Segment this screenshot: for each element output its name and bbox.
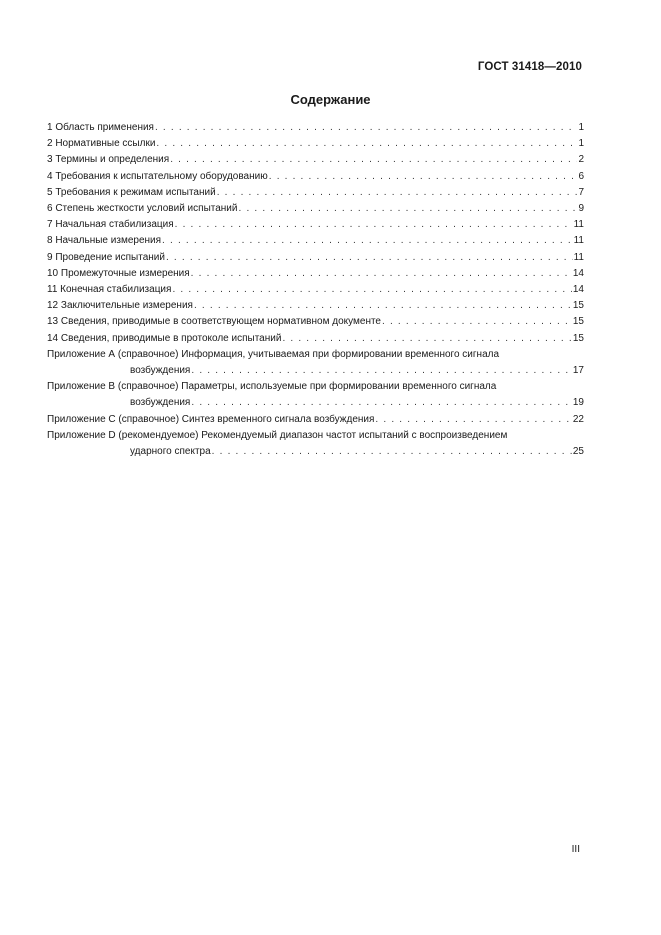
appendix-title-cont: возбуждения xyxy=(130,365,191,377)
toc-entry-title: 6 Степень жесткости условий испытаний xyxy=(47,203,238,215)
toc-entry[interactable] xyxy=(47,233,584,249)
leader-dots xyxy=(191,395,572,411)
toc-entry-page: 11 xyxy=(573,219,584,231)
appendix-continuation xyxy=(47,444,584,460)
leader-dots xyxy=(155,120,577,136)
page-title: Содержание xyxy=(290,92,371,107)
page-number: III xyxy=(571,844,580,855)
toc-entry-title: 14 Сведения, приводимые в протоколе испытаний xyxy=(47,332,282,344)
toc-entry-title: 10 Промежуточные измерения xyxy=(47,267,190,279)
appendix-single-line xyxy=(47,412,584,428)
toc-entry[interactable] xyxy=(47,314,584,330)
toc-entry[interactable] xyxy=(47,282,584,298)
appendix-page: 17 xyxy=(572,365,584,377)
leader-dots xyxy=(212,444,572,460)
leader-dots xyxy=(194,298,572,314)
toc-entry[interactable] xyxy=(47,120,584,136)
toc-entry-page: 15 xyxy=(572,332,584,344)
toc-entry-title: 11 Конечная стабилизация xyxy=(47,284,172,296)
toc-entry[interactable] xyxy=(47,298,584,314)
toc-entry[interactable] xyxy=(47,185,584,201)
toc-entry[interactable] xyxy=(47,169,584,185)
toc-entry-page: 6 xyxy=(578,170,584,182)
table-of-contents xyxy=(47,120,584,460)
toc-entry-page: 9 xyxy=(578,203,584,215)
leader-dots xyxy=(170,152,577,168)
toc-entry[interactable] xyxy=(47,331,584,347)
appendix-entry[interactable] xyxy=(47,428,584,460)
leader-dots xyxy=(191,363,572,379)
document-code: ГОСТ 31418—2010 xyxy=(477,61,582,73)
leader-dots xyxy=(156,136,577,152)
appendix-title: Приложение В (справочное) Параметры, используемые при формировании временного сигнала xyxy=(47,381,497,393)
appendix-title: Приложение D (рекомендуемое) Рекомендуемый диапазон частот испытаний с воспроизведением xyxy=(47,429,508,441)
appendix-page: 19 xyxy=(572,397,584,409)
toc-entry[interactable] xyxy=(47,152,584,168)
toc-entry-title: 3 Термины и определения xyxy=(47,154,170,166)
toc-entry-page: 2 xyxy=(578,154,584,166)
leader-dots xyxy=(375,412,571,428)
leader-dots xyxy=(217,185,578,201)
toc-entry-title: 2 Нормативные ссылки xyxy=(47,138,156,150)
toc-entry-title: 9 Проведение испытаний xyxy=(47,251,165,263)
appendix-entry[interactable] xyxy=(47,412,584,428)
leader-dots xyxy=(238,201,577,217)
appendix-title: Приложение С (справочное) Синтез временного сигнала возбуждения xyxy=(47,413,375,425)
appendix-title-cont: ударного спектра xyxy=(130,446,211,458)
appendix-continuation xyxy=(47,395,584,411)
toc-entry[interactable] xyxy=(47,136,584,152)
leader-dots xyxy=(191,266,572,282)
appendix-title-cont: возбуждения xyxy=(130,397,191,409)
appendix-title: Приложение А (справочное) Информация, учитываемая при формировании временного сигнала xyxy=(47,348,500,360)
appendix-entry[interactable] xyxy=(47,347,584,379)
toc-entry-page: 14 xyxy=(572,284,584,296)
toc-entry[interactable] xyxy=(47,250,584,266)
toc-entry-title: 7 Начальная стабилизация xyxy=(47,219,174,231)
appendix-page: 22 xyxy=(572,413,584,425)
toc-entry-title: 12 Заключительные измерения xyxy=(47,300,193,312)
toc-entry[interactable] xyxy=(47,266,584,282)
leader-dots xyxy=(175,217,573,233)
leader-dots xyxy=(172,282,571,298)
leader-dots xyxy=(269,169,578,185)
toc-entry-page: 15 xyxy=(572,300,584,312)
leader-dots xyxy=(382,314,572,330)
toc-entry-title: 1 Область применения xyxy=(47,122,154,133)
toc-entry-title: 5 Требования к режимам испытаний xyxy=(47,186,216,198)
leader-dots xyxy=(282,331,571,347)
toc-entry-title: 8 Начальные измерения xyxy=(47,235,162,247)
toc-entry-page: 11 xyxy=(573,235,584,247)
toc-entry-title: 4 Требования к испытательному оборудованию xyxy=(47,170,268,182)
toc-entry-page: 1 xyxy=(578,122,584,133)
toc-entry-page: 1 xyxy=(578,138,584,150)
appendix-entry[interactable] xyxy=(47,379,584,411)
toc-entry-page: 15 xyxy=(572,316,584,328)
toc-entry[interactable] xyxy=(47,201,584,217)
appendix-continuation xyxy=(47,363,584,379)
toc-entry-page: 7 xyxy=(578,186,584,198)
toc-entry-title: 13 Сведения, приводимые в соответствующем нормативном документе xyxy=(47,316,381,328)
leader-dots xyxy=(166,250,573,266)
toc-entry-page: 14 xyxy=(572,267,584,279)
leader-dots xyxy=(162,233,573,249)
toc-entry-page: 11 xyxy=(573,251,584,263)
appendix-page: 25 xyxy=(572,446,584,458)
toc-entry[interactable] xyxy=(47,217,584,233)
